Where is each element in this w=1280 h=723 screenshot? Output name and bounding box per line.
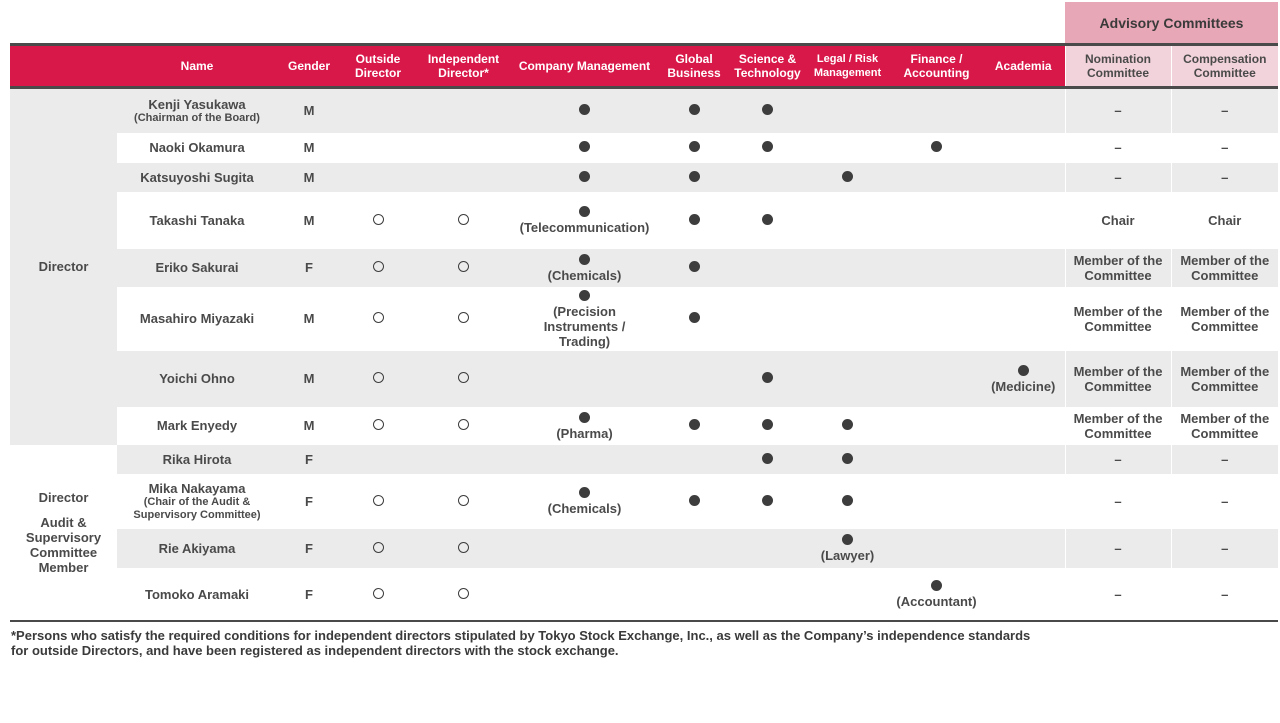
table-row: Eriko Sakurai F (Chemicals) Member of the Committee Member of the Committee <box>10 249 1278 287</box>
table-row: Mark Enyedy M (Pharma) Member of the Committee Member of the Committee <box>10 407 1278 445</box>
filled-circle-icon <box>762 141 773 152</box>
header-outside-director: Outside Director <box>341 45 415 88</box>
filled-circle-icon <box>689 214 700 225</box>
header-name: Name <box>117 45 277 88</box>
filled-circle-icon <box>579 104 590 115</box>
compensation-cell: Chair <box>1171 192 1278 249</box>
filled-circle-icon <box>579 206 590 217</box>
nomination-cell: Member of the Committee <box>1065 351 1171 407</box>
global-business-cell <box>657 88 731 133</box>
filled-circle-icon <box>762 372 773 383</box>
compensation-cell: – <box>1171 474 1278 529</box>
filled-circle-icon <box>579 412 590 423</box>
header-gender: Gender <box>277 45 341 88</box>
filled-circle-icon <box>842 534 853 545</box>
table-row: Rie Akiyama F (Lawyer) – – <box>10 529 1278 568</box>
filled-circle-icon <box>931 141 942 152</box>
header-finance-accounting: Finance / Accounting <box>891 45 982 88</box>
nomination-cell: – <box>1065 88 1171 133</box>
gender-cell: M <box>277 163 341 192</box>
gender-cell: M <box>277 88 341 133</box>
open-circle-icon <box>373 372 384 383</box>
open-circle-icon <box>458 542 469 553</box>
compensation-cell: – <box>1171 88 1278 133</box>
nomination-cell: Member of the Committee <box>1065 249 1171 287</box>
member-name: Katsuyoshi Sugita <box>117 163 277 192</box>
member-name: Tomoko Aramaki <box>117 568 277 621</box>
compensation-cell: Member of the Committee <box>1171 287 1278 351</box>
filled-circle-icon <box>579 141 590 152</box>
compensation-cell: – <box>1171 133 1278 163</box>
table-row: Tomoko Aramaki F (Accountant) – – <box>10 568 1278 621</box>
table-row <box>10 351 1278 407</box>
open-circle-icon <box>373 542 384 553</box>
open-circle-icon <box>373 214 384 225</box>
filled-circle-icon <box>762 214 773 225</box>
header-row <box>10 45 1278 88</box>
table-row <box>10 163 1278 192</box>
table-row: Takashi Tanaka M (Telecommunication) Chair Chair <box>10 192 1278 249</box>
filled-circle-icon <box>842 171 853 182</box>
gender-cell: F <box>277 474 341 529</box>
filled-circle-icon <box>689 171 700 182</box>
filled-circle-icon <box>579 254 590 265</box>
filled-circle-icon <box>931 580 942 591</box>
header-blank <box>10 45 117 88</box>
member-name: Rika Hirota <box>117 445 277 474</box>
open-circle-icon <box>458 214 469 225</box>
member-name: Rie Akiyama <box>117 529 277 568</box>
nomination-cell: – <box>1065 568 1171 621</box>
open-circle-icon <box>458 312 469 323</box>
filled-circle-icon <box>1018 365 1029 376</box>
open-circle-icon <box>373 419 384 430</box>
member-name: Takashi Tanaka <box>117 192 277 249</box>
gender-cell: F <box>277 445 341 474</box>
header-compensation-committee: Compensation Committee <box>1171 45 1278 88</box>
member-name: Kenji Yasukawa (Chairman of the Board) <box>117 88 277 133</box>
header-nomination-committee: Nomination Committee <box>1065 45 1171 88</box>
category-director-audit: Director Audit & Supervisory Committee Member <box>10 445 117 621</box>
academia-cell: (Medicine) <box>982 351 1065 407</box>
member-name: Naoki Okamura <box>117 133 277 163</box>
skills-matrix-table <box>10 43 1278 621</box>
nomination-cell: Member of the Committee <box>1065 407 1171 445</box>
gender-cell: M <box>277 407 341 445</box>
member-name: Masahiro Miyazaki <box>117 287 277 351</box>
nomination-cell: – <box>1065 474 1171 529</box>
footnote: *Persons who satisfy the required conditions for independent directors stipulated by Tokyo Stock Exchange, Inc., as well as the Company’s independence standards for outside Directors, and have been registered as independent directors with the stock exchange. <box>11 628 1031 658</box>
nomination-cell: – <box>1065 163 1171 192</box>
compensation-cell: – <box>1171 163 1278 192</box>
compensation-cell: Member of the Committee <box>1171 351 1278 407</box>
nomination-cell: Member of the Committee <box>1065 287 1171 351</box>
filled-circle-icon <box>689 261 700 272</box>
category-director: Director <box>10 88 117 445</box>
filled-circle-icon <box>689 141 700 152</box>
open-circle-icon <box>373 495 384 506</box>
filled-circle-icon <box>762 419 773 430</box>
filled-circle-icon <box>579 290 590 301</box>
filled-circle-icon <box>689 419 700 430</box>
open-circle-icon <box>458 495 469 506</box>
nomination-cell: – <box>1065 529 1171 568</box>
header-science-technology: Science & Technology <box>731 45 804 88</box>
open-circle-icon <box>458 372 469 383</box>
filled-circle-icon <box>762 104 773 115</box>
gender-cell: F <box>277 249 341 287</box>
gender-cell: M <box>277 351 341 407</box>
nomination-cell: – <box>1065 133 1171 163</box>
finance-accounting-cell <box>891 133 982 163</box>
header-independent-director: Independent Director* <box>415 45 512 88</box>
table-bottom-rule <box>10 620 1278 622</box>
filled-circle-icon <box>689 104 700 115</box>
gender-cell: M <box>277 192 341 249</box>
filled-circle-icon <box>689 312 700 323</box>
science-technology-cell <box>731 88 804 133</box>
open-circle-icon <box>373 312 384 323</box>
filled-circle-icon <box>842 495 853 506</box>
table-row <box>10 445 1278 474</box>
compensation-cell: Member of the Committee <box>1171 249 1278 287</box>
open-circle-icon <box>458 419 469 430</box>
legal-risk-cell <box>804 163 891 192</box>
member-name: Yoichi Ohno <box>117 351 277 407</box>
member-name: Mark Enyedy <box>117 407 277 445</box>
open-circle-icon <box>373 588 384 599</box>
header-academia: Academia <box>982 45 1065 88</box>
gender-cell: M <box>277 287 341 351</box>
filled-circle-icon <box>762 453 773 464</box>
compensation-cell: Member of the Committee <box>1171 407 1278 445</box>
filled-circle-icon <box>762 495 773 506</box>
gender-cell: M <box>277 133 341 163</box>
member-name: Mika Nakayama (Chair of the Audit & Supervisory Committee) <box>117 474 277 529</box>
nomination-cell: Chair <box>1065 192 1171 249</box>
open-circle-icon <box>458 588 469 599</box>
nomination-cell: – <box>1065 445 1171 474</box>
open-circle-icon <box>373 261 384 272</box>
filled-circle-icon <box>689 495 700 506</box>
open-circle-icon <box>458 261 469 272</box>
filled-circle-icon <box>579 487 590 498</box>
compensation-cell: – <box>1171 568 1278 621</box>
header-global-business: Global Business <box>657 45 731 88</box>
member-name: Eriko Sakurai <box>117 249 277 287</box>
filled-circle-icon <box>579 171 590 182</box>
advisory-committees-banner: Advisory Committees <box>1065 2 1278 43</box>
table-row <box>10 88 1278 133</box>
gender-cell: F <box>277 568 341 621</box>
filled-circle-icon <box>842 453 853 464</box>
header-legal-risk: Legal / Risk Management <box>804 45 891 88</box>
company-management-cell <box>512 88 657 133</box>
filled-circle-icon <box>842 419 853 430</box>
table-row: Mika Nakayama (Chair of the Audit & Supervisory Committee) F (Chemicals) – – <box>10 474 1278 529</box>
header-company-management: Company Management <box>512 45 657 88</box>
table-row: Masahiro Miyazaki M (Precision Instruments / Trading) Member of the Committee Member of the Committee <box>10 287 1278 351</box>
compensation-cell: – <box>1171 529 1278 568</box>
gender-cell: F <box>277 529 341 568</box>
compensation-cell: – <box>1171 445 1278 474</box>
table-row <box>10 133 1278 163</box>
